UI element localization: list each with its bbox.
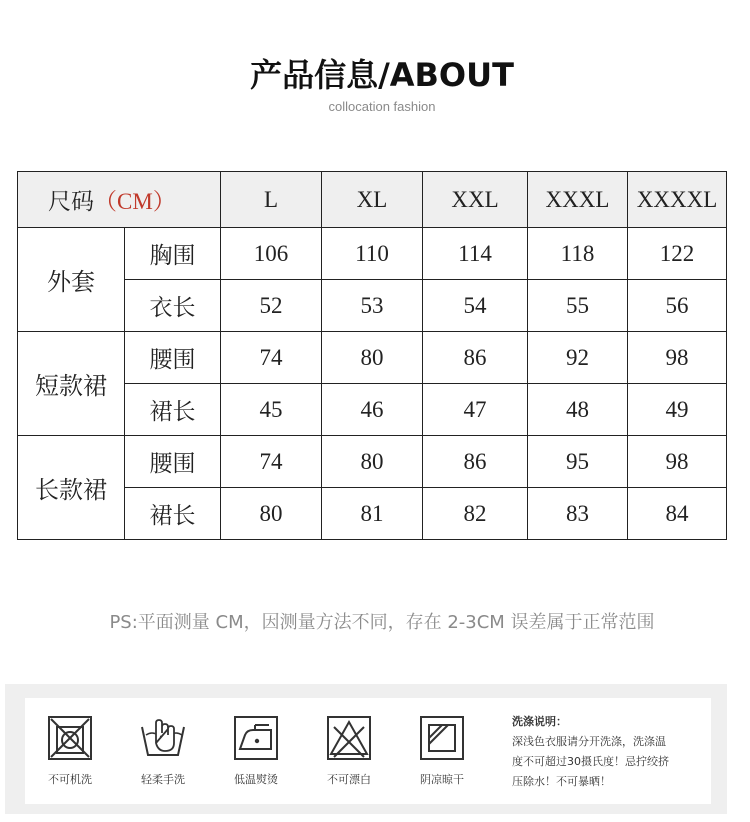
table-cell: 52 [221, 280, 322, 332]
group-label: 外套 [18, 228, 125, 332]
shade-dry-icon [417, 713, 467, 763]
care-label: 不可机洗 [48, 773, 92, 786]
table-row [18, 436, 727, 488]
table-cell: 80 [322, 332, 423, 384]
measurement-note: PS:平面测量 CM，因测量方法不同，存在 2-3CM 误差属于正常范围 [109, 612, 655, 633]
table-cell: 110 [322, 228, 423, 280]
table-cell: 81 [322, 488, 423, 540]
table-cell: 54 [423, 280, 528, 332]
table-cell: 83 [528, 488, 628, 540]
no-machine-wash-icon [45, 713, 95, 763]
size-corner-cell [18, 172, 221, 228]
table-cell: 56 [628, 280, 727, 332]
table-cell: 84 [628, 488, 727, 540]
table-cell: 53 [322, 280, 423, 332]
table-row [18, 280, 727, 332]
care-panel-inner [25, 698, 711, 804]
size-header-cell: XXXXL [628, 172, 727, 228]
table-cell: 74 [221, 332, 322, 384]
measure-label: 裙长 [125, 488, 221, 540]
care-item [128, 713, 198, 787]
group-label: 长款裙 [18, 436, 125, 540]
table-cell: 92 [528, 332, 628, 384]
no-bleach-icon [324, 713, 374, 763]
measure-label: 胸围 [125, 228, 221, 280]
wash-title: 洗涤说明： [512, 715, 567, 728]
page-subtitle: collocation fashion [328, 99, 436, 114]
measure-label: 腰围 [125, 332, 221, 384]
table-cell: 49 [628, 384, 727, 436]
size-header-cell: XXL [423, 172, 528, 228]
table-row [18, 384, 727, 436]
table-cell: 106 [221, 228, 322, 280]
wash-line: 深浅色衣服请分开洗涤，洗涤温 [512, 735, 666, 748]
table-cell: 74 [221, 436, 322, 488]
measure-label: 衣长 [125, 280, 221, 332]
group-label: 短款裙 [18, 332, 125, 436]
care-item [314, 713, 384, 787]
size-corner-unit: （CM） [94, 189, 176, 214]
table-cell: 80 [322, 436, 423, 488]
wash-line: 压除水！不可暴晒！ [512, 775, 611, 788]
page-title: 产品信息/ABOUT [250, 56, 514, 94]
hand-wash-icon [138, 713, 188, 763]
care-label: 低温熨烫 [234, 773, 278, 786]
size-corner-label: 尺码 [48, 189, 94, 214]
size-header-cell: XL [322, 172, 423, 228]
table-cell: 122 [628, 228, 727, 280]
care-item [407, 713, 477, 787]
table-row [18, 488, 727, 540]
low-temp-iron-icon [231, 713, 281, 763]
table-cell: 46 [322, 384, 423, 436]
care-label: 阴凉晾干 [420, 773, 464, 786]
table-cell: 55 [528, 280, 628, 332]
care-panel [5, 684, 727, 814]
table-cell: 86 [423, 332, 528, 384]
table-cell: 45 [221, 384, 322, 436]
size-header-cell: XXXL [528, 172, 628, 228]
table-cell: 86 [423, 436, 528, 488]
care-label: 轻柔手洗 [141, 773, 185, 786]
table-row [18, 332, 727, 384]
measure-label: 腰围 [125, 436, 221, 488]
table-cell: 98 [628, 332, 727, 384]
table-cell: 114 [423, 228, 528, 280]
care-item [35, 713, 105, 787]
wash-line: 度不可超过30摄氏度！忌拧绞挤 [512, 755, 669, 768]
table-cell: 82 [423, 488, 528, 540]
table-cell: 80 [221, 488, 322, 540]
care-label: 不可漂白 [327, 773, 371, 786]
size-header-row [18, 172, 727, 228]
table-cell: 48 [528, 384, 628, 436]
measure-label: 裙长 [125, 384, 221, 436]
care-item [221, 713, 291, 787]
size-table [17, 171, 727, 540]
table-cell: 98 [628, 436, 727, 488]
table-cell: 118 [528, 228, 628, 280]
table-row [18, 228, 727, 280]
size-header-cell: L [221, 172, 322, 228]
table-cell: 95 [528, 436, 628, 488]
table-cell: 47 [423, 384, 528, 436]
wash-instructions [512, 712, 702, 792]
